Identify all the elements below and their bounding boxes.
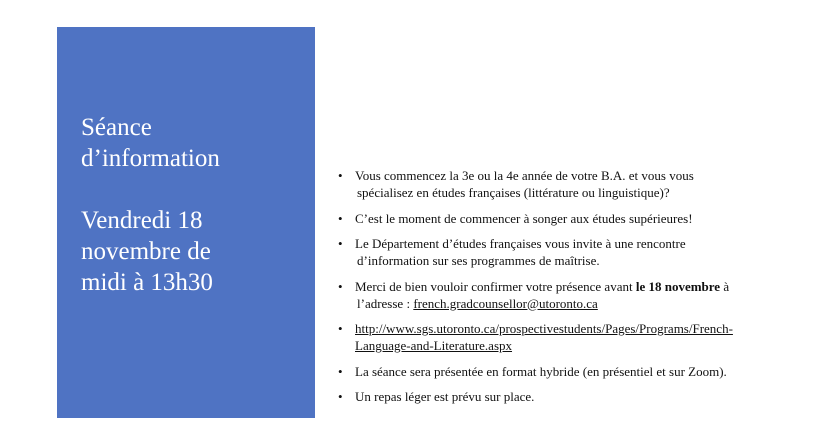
bullet-text: spécialisez en études françaises (littérature ou linguistique)? <box>357 185 670 200</box>
bullet-icon: • <box>338 168 343 183</box>
bullet-item <box>338 388 818 405</box>
email-link[interactable]: french.gradcounsellor@utoronto.ca <box>413 295 598 311</box>
bullet-text: Vous commencez la 3e ou la 4e année de votre B.A. et vous vous <box>355 168 694 183</box>
bullet-icon: • <box>338 210 343 226</box>
bullet-text: Le Département d’études françaises vous invite à une rencontre <box>355 236 686 251</box>
panel-date-line-3: midi à 13h30 <box>81 269 213 296</box>
bullet-item <box>338 235 818 269</box>
bullet-text: d’information sur ses programmes de maîtrise. <box>357 253 600 268</box>
bullet-icon: • <box>338 389 343 404</box>
bullet-item <box>338 210 818 227</box>
bullet-item <box>338 278 818 312</box>
bullet-item <box>338 167 818 201</box>
bullet-text <box>355 278 818 295</box>
bullet-text: La séance sera présentée en format hybride (en présentiel et sur Zoom). <box>355 363 727 379</box>
bullet-text: Un repas léger est prévu sur place. <box>355 389 535 404</box>
panel-title-line-2: d’information <box>81 145 220 172</box>
bullet-icon: • <box>338 363 343 379</box>
bullet-text: C’est le moment de commencer à songer aux études supérieures! <box>355 210 693 226</box>
panel-date-line-2: novembre de <box>81 238 211 265</box>
rsvp-suffix: à <box>720 278 730 294</box>
bullet-icon: • <box>338 278 343 294</box>
bullet-icon: • <box>338 321 343 336</box>
bullet-text <box>355 295 818 312</box>
panel-spacer <box>81 174 220 205</box>
address-label: l’adresse : <box>357 295 414 311</box>
rsvp-date: le 18 novembre <box>635 278 721 294</box>
panel-date-line-1: Vendredi 18 <box>81 207 203 234</box>
bullet-icon: • <box>338 236 343 251</box>
bullet-list <box>338 167 818 414</box>
panel-title-line-1: Séance <box>81 114 152 141</box>
program-url-link-continued[interactable]: Language-and-Literature.aspx <box>355 338 513 353</box>
panel-text <box>81 112 220 298</box>
info-panel <box>57 27 315 418</box>
rsvp-text: Merci de bien vouloir confirmer votre présence avant <box>355 278 636 294</box>
bullet-item <box>338 363 818 380</box>
bullet-item <box>338 320 818 354</box>
program-url-link[interactable]: http://www.sgs.utoronto.ca/prospectivestudents/Pages/Programs/French- <box>355 321 733 336</box>
